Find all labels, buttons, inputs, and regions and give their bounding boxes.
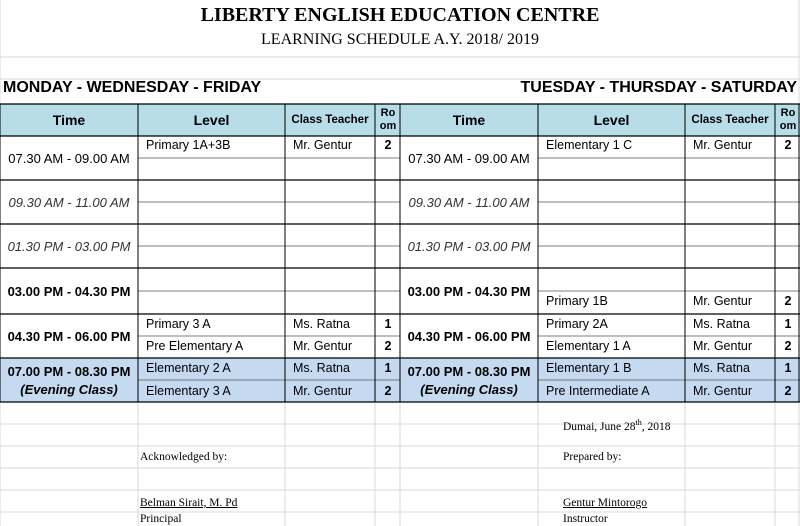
right-room-cell: 2: [784, 384, 792, 398]
right-header-level: Level: [593, 111, 630, 128]
right-teacher-cell: Ms. Ratna: [693, 361, 750, 375]
left-time-slot-1: 07.30 AM - 09.00 AM: [8, 150, 130, 166]
right-teacher-cell: Mr. Gentur: [693, 384, 753, 398]
right-level-cell: Elementary 1 B: [546, 361, 632, 375]
right-level-cell: Pre Intermediate A: [546, 384, 650, 398]
right-header-teacher: Class Teacher: [691, 113, 769, 126]
right-room-cell: 2: [784, 138, 792, 152]
left-teacher-cell: Mr. Gentur: [293, 138, 353, 152]
left-header-teacher: Class Teacher: [291, 113, 369, 126]
principal-role: Principal: [140, 513, 182, 525]
instructor-name: Gentur Mintorogo: [563, 497, 648, 509]
left-header-level: Level: [193, 111, 230, 128]
right-level-cell: Primary 2A: [546, 317, 608, 331]
prepared-label: Prepared by:: [563, 451, 622, 463]
left-level-cell: Primary 1A+3B: [146, 138, 231, 152]
principal-name: Belman Sirait, M. Pd: [140, 497, 238, 509]
left-room-cell: 2: [384, 138, 392, 152]
left-room-cell: 1: [384, 361, 392, 375]
left-room-cell: 2: [384, 339, 392, 353]
left-time-slot-5: 04.30 PM - 06.00 PM: [7, 328, 131, 344]
right-teacher-cell: Mr. Gentur: [693, 138, 753, 152]
right-time-slot-4: 03.00 PM - 04.30 PM: [407, 283, 531, 299]
left-level-cell: Elementary 2 A: [146, 361, 231, 375]
right-time-slot-1: 07.30 AM - 09.00 AM: [408, 150, 530, 166]
left-room-cell: 1: [384, 317, 392, 331]
left-teacher-cell: Ms. Ratna: [293, 317, 350, 331]
left-level-cell: Primary 3 A: [146, 317, 211, 331]
right-time-slot-3: 01.30 PM - 03.00 PM: [407, 238, 531, 254]
right-level-cell: Elementary 1 C: [546, 138, 633, 152]
left-level-cell: Elementary 3 A: [146, 384, 231, 398]
left-teacher-cell: Mr. Gentur: [293, 384, 353, 398]
right-header-room: Ro om: [779, 107, 797, 132]
right-day-heading: TUESDAY - THURSDAY - SATURDAY: [520, 79, 797, 96]
left-evening-label: (Evening Class): [20, 381, 118, 397]
right-room-cell: 1: [784, 317, 792, 331]
left-time-slot-4: 03.00 PM - 04.30 PM: [7, 283, 131, 299]
page-subtitle: LEARNING SCHEDULE A.Y. 2018/ 2019: [261, 31, 539, 48]
left-day-heading: MONDAY - WEDNESDAY - FRIDAY: [3, 79, 262, 96]
right-time-slot-5: 04.30 PM - 06.00 PM: [407, 328, 531, 344]
left-time-slot-6: 07.00 PM - 08.30 PM: [7, 363, 131, 379]
right-teacher-cell: Mr. Gentur: [693, 339, 753, 353]
right-time-slot-6: 07.00 PM - 08.30 PM: [407, 363, 531, 379]
left-header-room: Ro om: [379, 107, 397, 132]
page-title: LIBERTY ENGLISH EDUCATION CENTRE: [200, 4, 600, 26]
right-room-cell: 1: [784, 361, 792, 375]
acknowledged-label: Acknowledged by:: [140, 451, 228, 463]
right-room-cell: 2: [784, 339, 792, 353]
left-level-cell: Pre Elementary A: [146, 339, 244, 353]
left-time-slot-2: 09.30 AM - 11.00 AM: [8, 194, 130, 210]
right-time-slot-2: 09.30 AM - 11.00 AM: [408, 194, 530, 210]
right-teacher-cell: Ms. Ratna: [693, 317, 750, 331]
right-teacher-cell: Mr. Gentur: [693, 294, 753, 308]
left-header-time: Time: [52, 111, 86, 128]
right-header-time: Time: [452, 111, 486, 128]
instructor-role: Instructor: [563, 513, 608, 525]
left-room-cell: 2: [384, 384, 392, 398]
right-level-cell: Primary 1B: [546, 294, 608, 308]
left-time-slot-3: 01.30 PM - 03.00 PM: [7, 238, 131, 254]
right-room-cell: 2: [784, 294, 792, 308]
left-teacher-cell: Mr. Gentur: [293, 339, 353, 353]
left-teacher-cell: Ms. Ratna: [293, 361, 350, 375]
right-level-cell: Elementary 1 A: [546, 339, 631, 353]
right-evening-label: (Evening Class): [420, 381, 518, 397]
document-date: Dumai, June 28th, 2018: [563, 418, 671, 433]
